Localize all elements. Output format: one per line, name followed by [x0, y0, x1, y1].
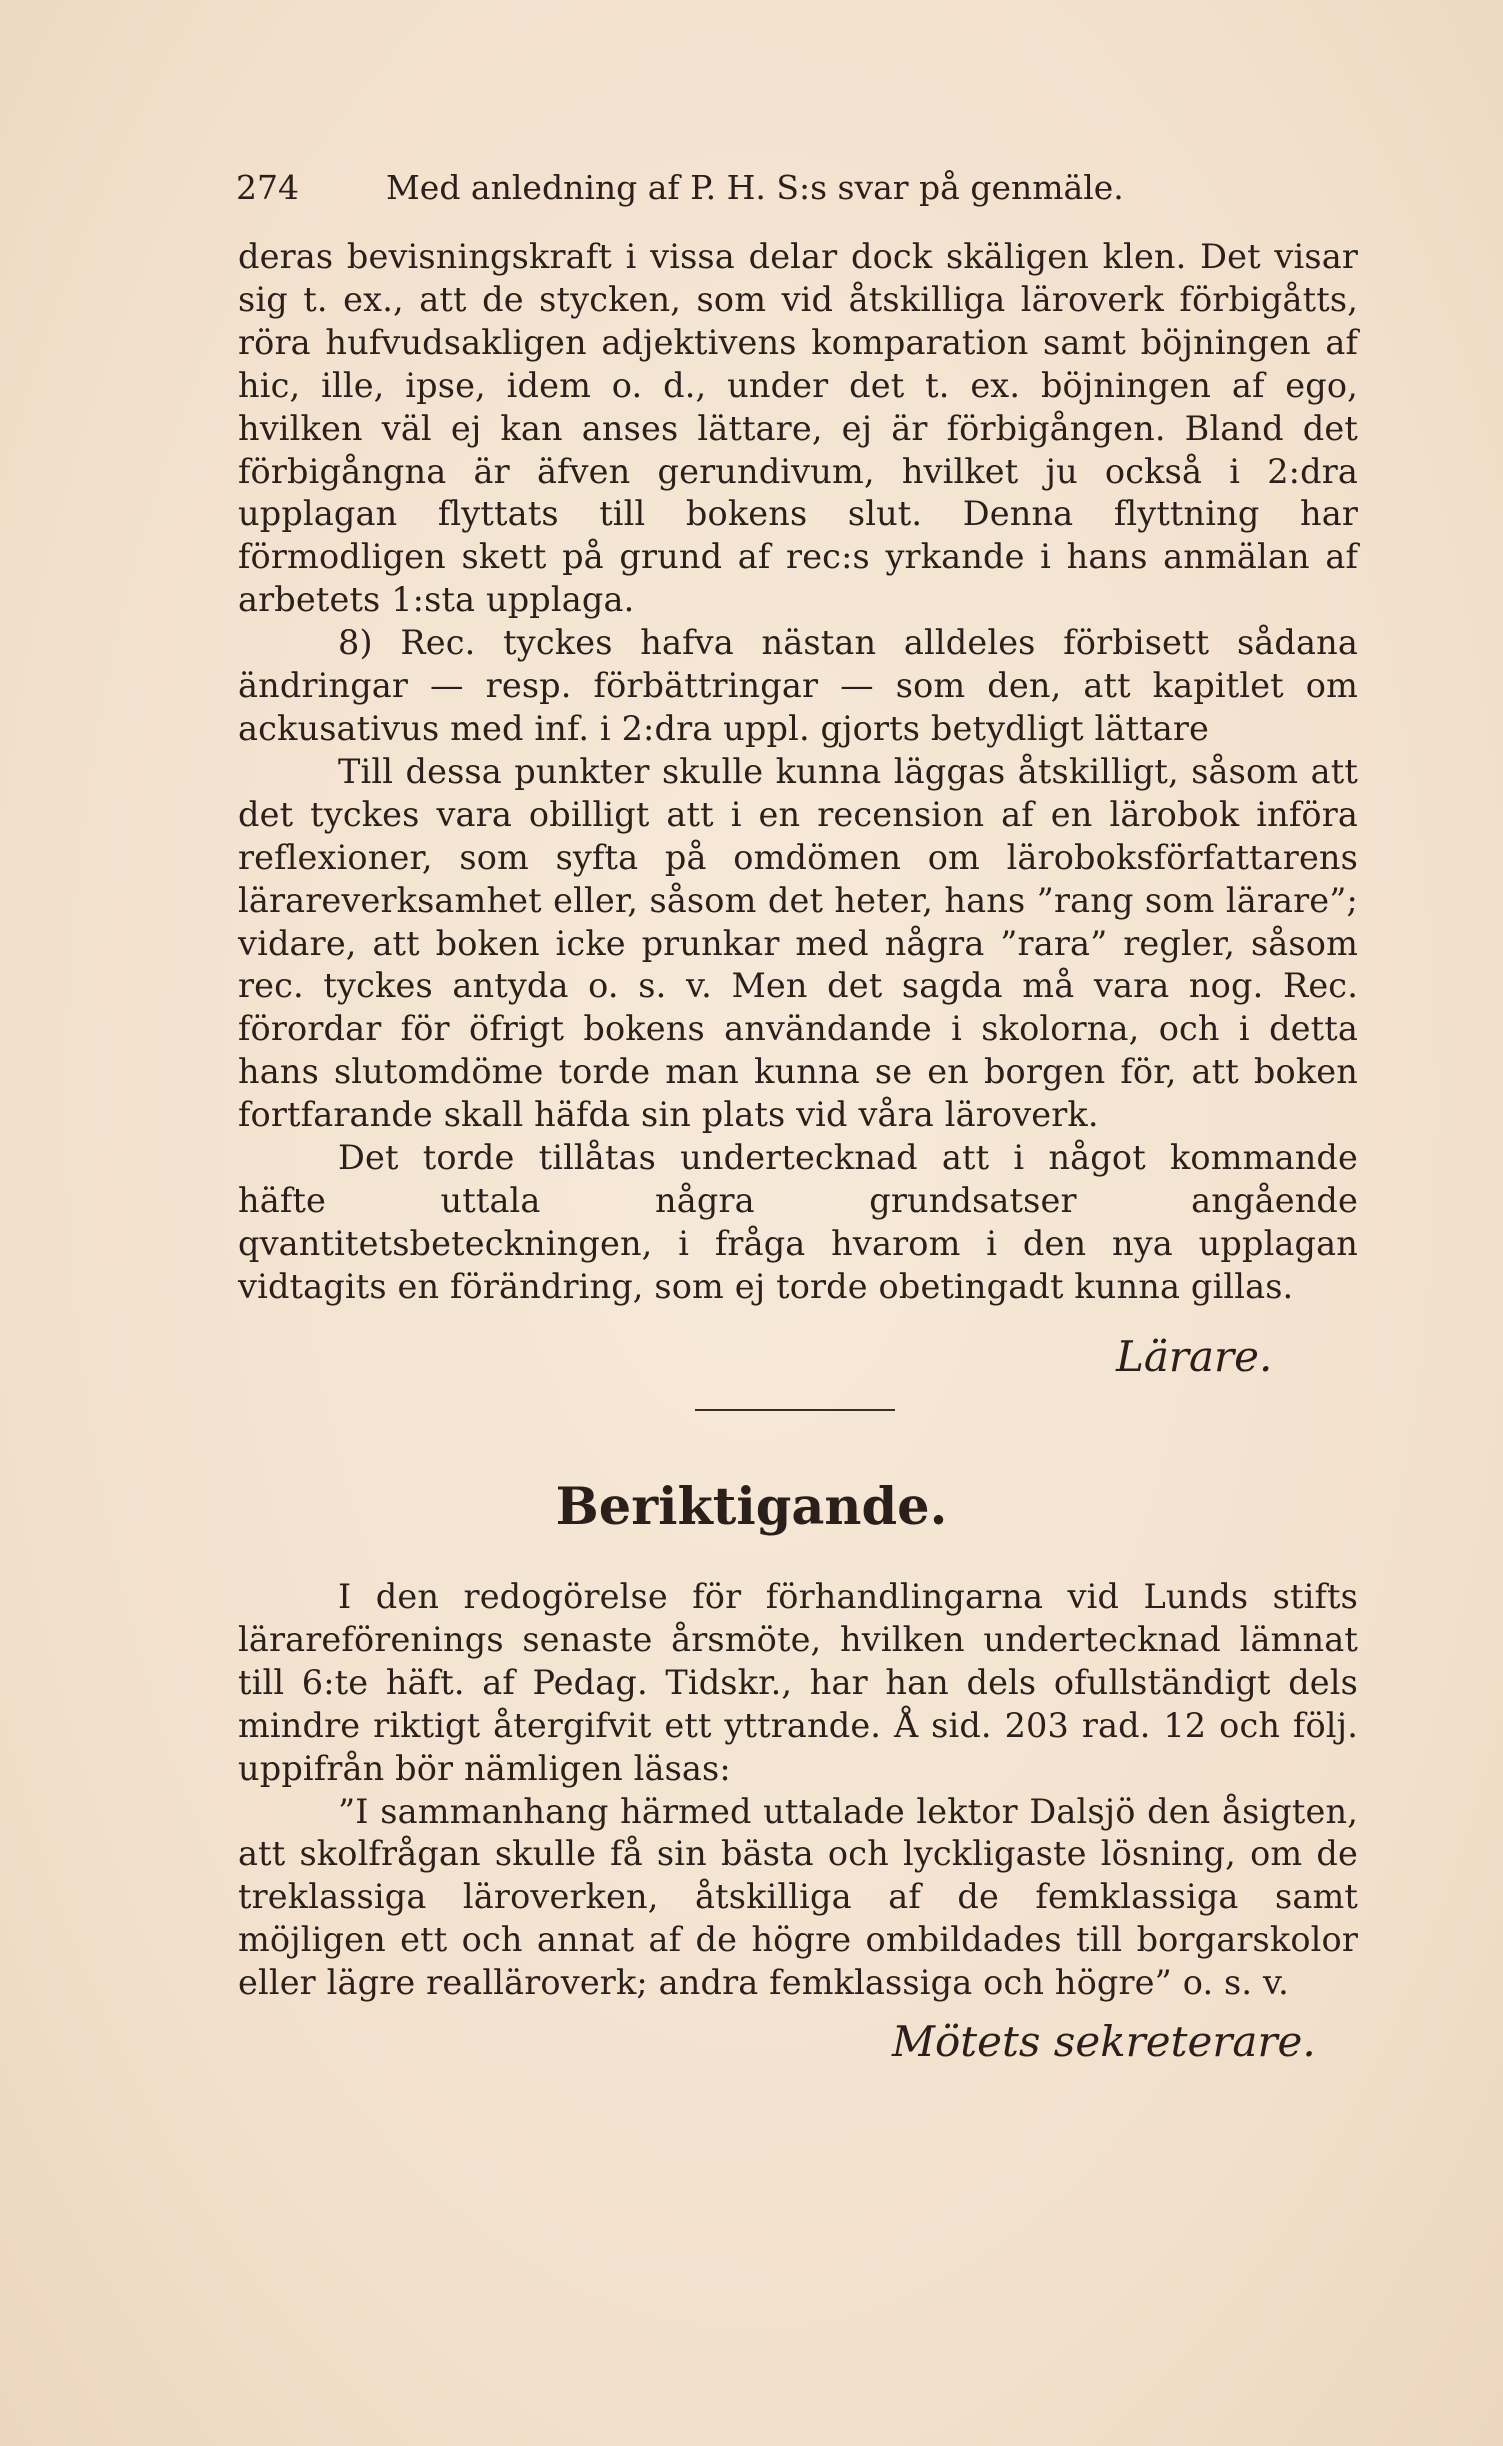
- correction-body: [238, 1576, 1358, 2005]
- paragraph-continuation: deras bevisningskraft i vissa delar dock skäligen klen. Det visar sig t. ex., att de stycken, som vid åtskilliga läroverk förbigåtts, röra hufvudsakligen adjektivens komparation samt böjningen af hic, ille, ipse, idem o. d., under det t. ex. böjningen af ego, hvilken väl ej kan anses lättare, ej är förbigången. Bland det förbigångna är äfven gerundivum, hvilket ju också i 2:dra upplagan flyttats till bokens slut. Denna flyttning har förmodligen skett på grund af rec:s yrkande i hans anmälan af arbetets 1:sta upplaga.: [238, 237, 1358, 620]
- signature-secretary: Mötets sekreterare.: [892, 2017, 1316, 2066]
- running-title: Med anledning af P. H. S:s svar på genmäle.: [386, 168, 1124, 207]
- section-divider: [695, 1409, 895, 1411]
- paragraph-closing: Det torde tillåtas undertecknad att i något kommande häfte uttala några grundsatser angående qvantitetsbeteckningen, i fråga hvarom i den nya upplagan vidtagits en förändring, som ej torde obetingadt kunna gillas.: [238, 1138, 1358, 1306]
- paragraph-point-8: 8) Rec. tyckes hafva nästan alldeles förbisett sådana ändringar — resp. förbättringar — som den, att kapitlet om ackusativus med inf. i 2:dra uppl. gjorts betydligt lättare: [238, 623, 1358, 748]
- signature-larare: Lärare.: [1116, 1332, 1273, 1381]
- paragraph-additional-points: Till dessa punkter skulle kunna läggas åtskilligt, såsom att det tyckes vara obilligt att i en recension af en lärobok införa reflexioner, som syfta på omdömen om läroboksförfattarens lärareverksamhet eller, såsom det heter, hans ”rang som lärare”; vidare, att boken icke prunkar med några ”rara” regler, såsom rec. tyckes antyda o. s. v. Men det sagda må vara nog. Rec. förordar för öfrigt bokens användande i skolorna, och i detta hans slutomdöme torde man kunna se en borgen för, att boken fortfarande skall häfda sin plats vid våra läroverk.: [238, 751, 1358, 1135]
- page-number: 274: [236, 168, 299, 207]
- correction-quote: ”I sammanhang härmed uttalade lektor Dalsjö den åsigten, att skolfrågan skulle få sin bästa och lyckligaste lösning, om de treklassiga läroverken, åtskilliga af de femklassiga samt möjligen ett och annat af de högre ombildades till borgarskolor eller lägre realläroverk; andra femklassiga och högre” o. s. v.: [238, 1791, 1358, 2003]
- correction-paragraph: I den redogörelse för förhandlingarna vid Lunds stifts lärareförenings senaste årsmöte, hvilken undertecknad lämnat till 6:te häft. af Pedag. Tidskr., har han dels ofullständigt dels mindre riktigt återgifvit ett yttrande. Å sid. 203 rad. 12 och följ. uppifrån bör nämligen läsas:: [238, 1577, 1358, 1788]
- running-header: [236, 168, 1356, 208]
- section-body: [238, 236, 1358, 1309]
- section-heading: Beriktigande.: [555, 1477, 948, 1537]
